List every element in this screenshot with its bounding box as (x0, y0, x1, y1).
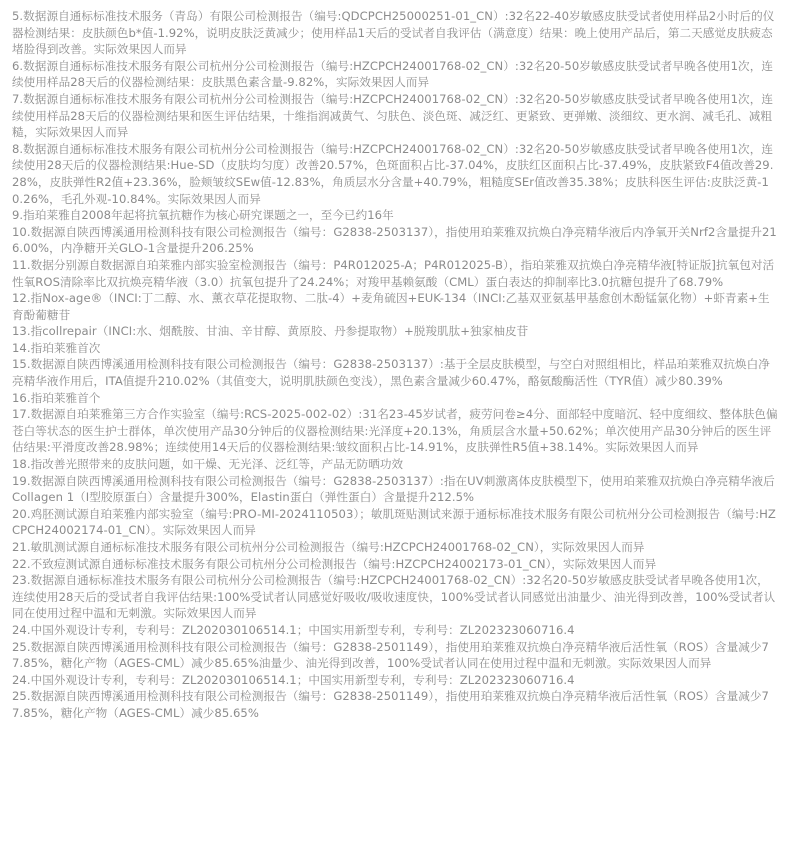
footnote-24: 24.中国外观设计专利，专利号：ZL202030106514.1；中国实用新型专利，专利号：ZL202323060716.4 (12, 622, 575, 637)
footnote-10: 10.数据源自陕西博溪通用检测科技有限公司检测报告（编号：G2838-2503137），指使用珀莱雅双抗焕白净亮精华液后内净氧开关Nrf2含量提升216.00%，内净糖开关GLO-1含量提升206.25% (12, 224, 777, 256)
footnote-23: 23.数据源自通标标准技术服务有限公司杭州分公司检测报告（编号:HZCPCH24001768-02_CN）:32名20-50岁敏感皮肤受试者早晚各使用1次，连续使用28天后的受试者自我评估结果:100%受试者认同感觉好吸收/吸收速度快，100%受试者认同感觉出油量少、油光得到改善，100%受试者认同在使用过程中温和无刺激。实际效果因人而异 (12, 573, 776, 621)
footnote-8: 8.数据源自通标标准技术服务有限公司杭州分公司检测报告（编号:HZCPCH24001768-02_CN）:32名20-50岁敏感皮肤受试者早晚各使用1次，连续使用28天后的仪器检测结果:Hue-SD（皮肤均匀度）改善20.57%，色斑面积占比-37.04%，皮肤红区面积占比-37.49%，皮肤紧致F4值改善29.28%，皮肤弹性R2值+23.36%，脸颊皱纹SEw值-12.83%，角质层水分含量+40.79%，粗糙度SEr值改善35.38%；皮肤科医生评估:皮肤泛黄-10.26%，毛孔外观-10.84%。实际效果因人而异 (12, 141, 774, 206)
footnote-6: 6.数据源自通标标准技术服务有限公司杭州分公司检测报告（编号:HZCPCH24001768-02_CN）:32名20-50岁敏感皮肤受试者早晚各使用1次，连续使用样品28天后的仪器检测结果：皮肤黑色素含量-9.82%，实际效果因人而异 (12, 58, 773, 90)
footnote-14: 14.指珀莱雅首次 (12, 340, 101, 355)
footnote-25-repeat: 25.数据源自陕西博溪通用检测科技有限公司检测报告（编号：G2838-2501149），指使用珀莱雅双抗焕白净亮精华液后活性氧（ROS）含量减少77.85%，糖化产物（AGES-CML）减少85.65% (12, 689, 769, 720)
footnote-25: 25.数据源自陕西博溪通用检测科技有限公司检测报告（编号：G2838-2501149），指使用珀莱雅双抗焕白净亮精华液后活性氧（ROS）含量减少77.85%，糖化产物（AGES-CML）减少85.65%油量少、油光得到改善，100%受试者认同在使用过程中温和无刺激。实际效果因人而异 (12, 639, 769, 671)
footnote-9: 9.指珀莱雅自2008年起将抗氧抗糖作为核心研究课题之一，至今已约16年 (12, 208, 394, 223)
footnote-15: 15.数据源自陕西博溪通用检测科技有限公司检测报告（编号：G2838-2503137）:基于全层皮肤模型，与空白对照组相比，样品珀莱雅双抗焕白净亮精华液作用后，ITA值提升210.02%（其值变大，说明肌肤颜色变浅），黑色素含量减少60.47%，酪氨酸酶活性（TYR值）减少80.39% (12, 357, 770, 389)
footnote-19: 19.数据源自陕西博溪通用检测科技有限公司检测报告（编号：G2838-2503137）:指在UV刺激离体皮肤模型下，使用珀莱雅双抗焕白净亮精华液后Collagen 1（Ⅰ型胶原蛋白）含量提升300%，Elastin蛋白（弹性蛋白）含量提升212.5% (12, 473, 775, 505)
footnote-17: 17.数据源自珀莱雅第三方合作实验室（编号:RCS-2025-002-02）:31名23-45岁试者，疲劳问卷≥4分、面部轻中度暗沉、轻中度细纹、整体肤色偏苍白等状态的医生护士群体，单次使用产品30分钟后的仪器检测结果:光泽度+20.13%，角质层含水量+50.62%；单次使用产品30分钟后的医生评估结果:平滑度改善28.98%；连续使用14天后的仪器检测结果:皱纹面积占比-14.91%，皮肤弹性R5值+38.14%。实际效果因人而异 (12, 407, 778, 455)
footnote-22: 22.不致痘测试源自通标标准技术服务有限公司杭州分公司检测报告（编号:HZCPCH24002173-01_CN），实际效果因人而异 (12, 556, 657, 571)
footnote-21: 21.敏肌测试源自通标标准技术服务有限公司杭州分公司检测报告（编号:HZCPCH24001768-02_CN），实际效果因人而异 (12, 540, 645, 554)
footnote-24-repeat: 24.中国外观设计专利，专利号：ZL202030106514.1；中国实用新型专利，专利号：ZL202323060716.4 (12, 672, 575, 687)
footnote-7: 7.数据源自通标标准技术服务有限公司杭州分公司检测报告（编号:HZCPCH24001768-02_CN）:32名20-50岁敏感皮肤受试者早晚各使用1次，连续使用样品28天后的仪器检测结果和医生评估结果，十维指润减黄气、匀肤色、淡色斑、减泛红、更紧致、更弹嫩、淡细纹、更水润、减毛孔、减粗糙，实际效果因人而异 (12, 91, 773, 140)
footnote-18: 18.指改善光照带来的皮肤问题，如干燥、无光泽、泛红等，产品无防晒功效 (12, 457, 404, 472)
footnote-20: 20.鸡胚测试源自珀莱雅内部实验室（编号:PRO-MI-2024110503）；敏肌斑贴测试来源于通标标准技术服务有限公司杭州分公司检测报告（编号:HZCPCH24002174-01_CN）。实际效果因人而异 (12, 506, 776, 538)
footnote-11: 11.数据分别源自数据源自珀莱雅内部实验室检测报告（编号：P4R012025-A；P4R012025-B），指珀莱雅双抗焕白净亮精华液[特证版]抗氧包对活性氧ROS清除率比双抗焕亮精华液（3.0）抗氧包提升了24.24%；对羧甲基赖氨酸（CML）蛋白表达的抑制率比3.0抗糖包提升了68.79% (12, 257, 775, 289)
footnote-16: 16.指珀莱雅首个 (12, 390, 101, 405)
footnote-5: 5.数据源自通标标准技术服务（青岛）有限公司检测报告（编号:QDCPCH25000251-01_CN）:32名22-40岁敏感皮肤受试者使用样品2小时后的仪器检测结果：皮肤颜色b*值-1.92%，说明皮肤泛黄减少；使用样品1天后的受试者自我评估（满意度）结果：晚上使用产品后，第二天感觉皮肤疲态堵脸得到改善。实际效果因人而异 (12, 9, 775, 57)
footnote-12: 12.指Nox-age®（INCI:丁二醇、水、薰衣草花提取物、二肽-4）+麦角硫因+EUK-134（INCI:乙基双亚氨基甲基愈创木酚锰氯化物）+虾青素+生育酚葡糖苷 (12, 291, 770, 322)
footnote-13: 13.指collrepair（INCI:水、烟酰胺、甘油、辛甘醇、黄原胶、丹参提取物）+脱羧肌肽+独家柚皮苷 (12, 324, 529, 339)
